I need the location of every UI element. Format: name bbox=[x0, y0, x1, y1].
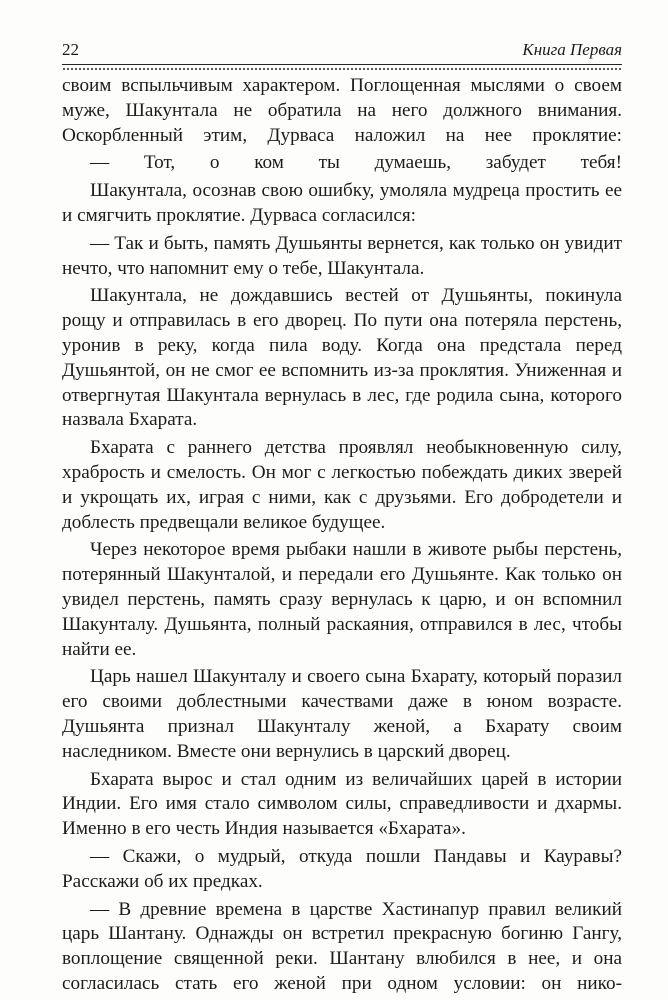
paragraph: Бхарата вырос и стал одним из величайших царей в истории Индии. Его имя стало символом силы, справедливости и дхармы. Именно в его честь Индия называется «Бхарата». bbox=[62, 768, 622, 840]
paragraph: — Тот, о ком ты думаешь, забудет тебя! bbox=[90, 152, 622, 174]
paragraph: Царь нашел Шакунталу и своего сына Бхарату, который поразил его своими доблестными качествами даже в юном возрасте. Душьянта признал Шакунталу женой, а Бхарату своим наследником. Вместе они вернулись в царский дворец. bbox=[62, 666, 622, 762]
running-title: Книга Первая bbox=[522, 40, 622, 59]
paragraph: Через некоторое время рыбаки нашли в животе рыбы перстень, потерянный Шакунталой, и передали его Душьянте. Как только он увидел перстень, память сразу вернулась к царю, и он вспомнил Шакунталу. Душьянта, полный раскаяния, отправился в лес, чтобы найти ее. bbox=[62, 539, 622, 660]
page-number: 22 bbox=[62, 40, 79, 59]
body-text bbox=[62, 74, 622, 1000]
paragraph: своим вспыльчивым характером. Поглощенная мыслями о своем муже, Шакунтала не обратила на него должного внимания. Оскорбленный этим, Дурваса наложил на нее проклятие: bbox=[62, 75, 622, 146]
paragraph: — Так и быть, память Душьянты вернется, как только он увидит нечто, что напомнит ему о тебе, Шакунтала. bbox=[62, 232, 622, 279]
paragraph: Шакунтала, осознав свою ошибку, умоляла мудреца простить ее и смягчить проклятие. Дурваса согласился: bbox=[62, 180, 622, 226]
paragraph: Шакунтала, не дождавшись вестей от Душьянты, покинула рощу и отправилась в его дворец. По пути она потеряла перстень, уронив в реку, когда пила воду. Когда она предстала перед Душьянтой, он не смог ее вспомнить из-за проклятия. Униженная и отвергнутая Шакунтала вернулась в лес, где родила сына, которого назвала Бхарата. bbox=[62, 285, 622, 431]
paragraph: — В древние времена в царстве Хастинапур правил великий царь Шантану. Однажды он встретил прекрасную богиню Гангу, воплощение священной реки. Шантану влюбился в нее, и она согласилась стать его женой при одном условии: он нико- bbox=[62, 898, 622, 994]
paragraph: Бхарата с раннего детства проявлял необыкновенную силу, храбрость и смелость. Он мог с легкостью побеждать диких зверей и укрощать их, играя с ними, как с друзьями. Его добродетели и доблесть предвещали великое будущее. bbox=[62, 437, 622, 533]
paragraph: — Скажи, о мудрый, откуда пошли Пандавы и Кауравы? Расскажи об их предках. bbox=[62, 845, 622, 892]
header-dotted-rule bbox=[62, 68, 622, 70]
header-rule bbox=[62, 64, 622, 65]
page-header bbox=[62, 40, 622, 64]
